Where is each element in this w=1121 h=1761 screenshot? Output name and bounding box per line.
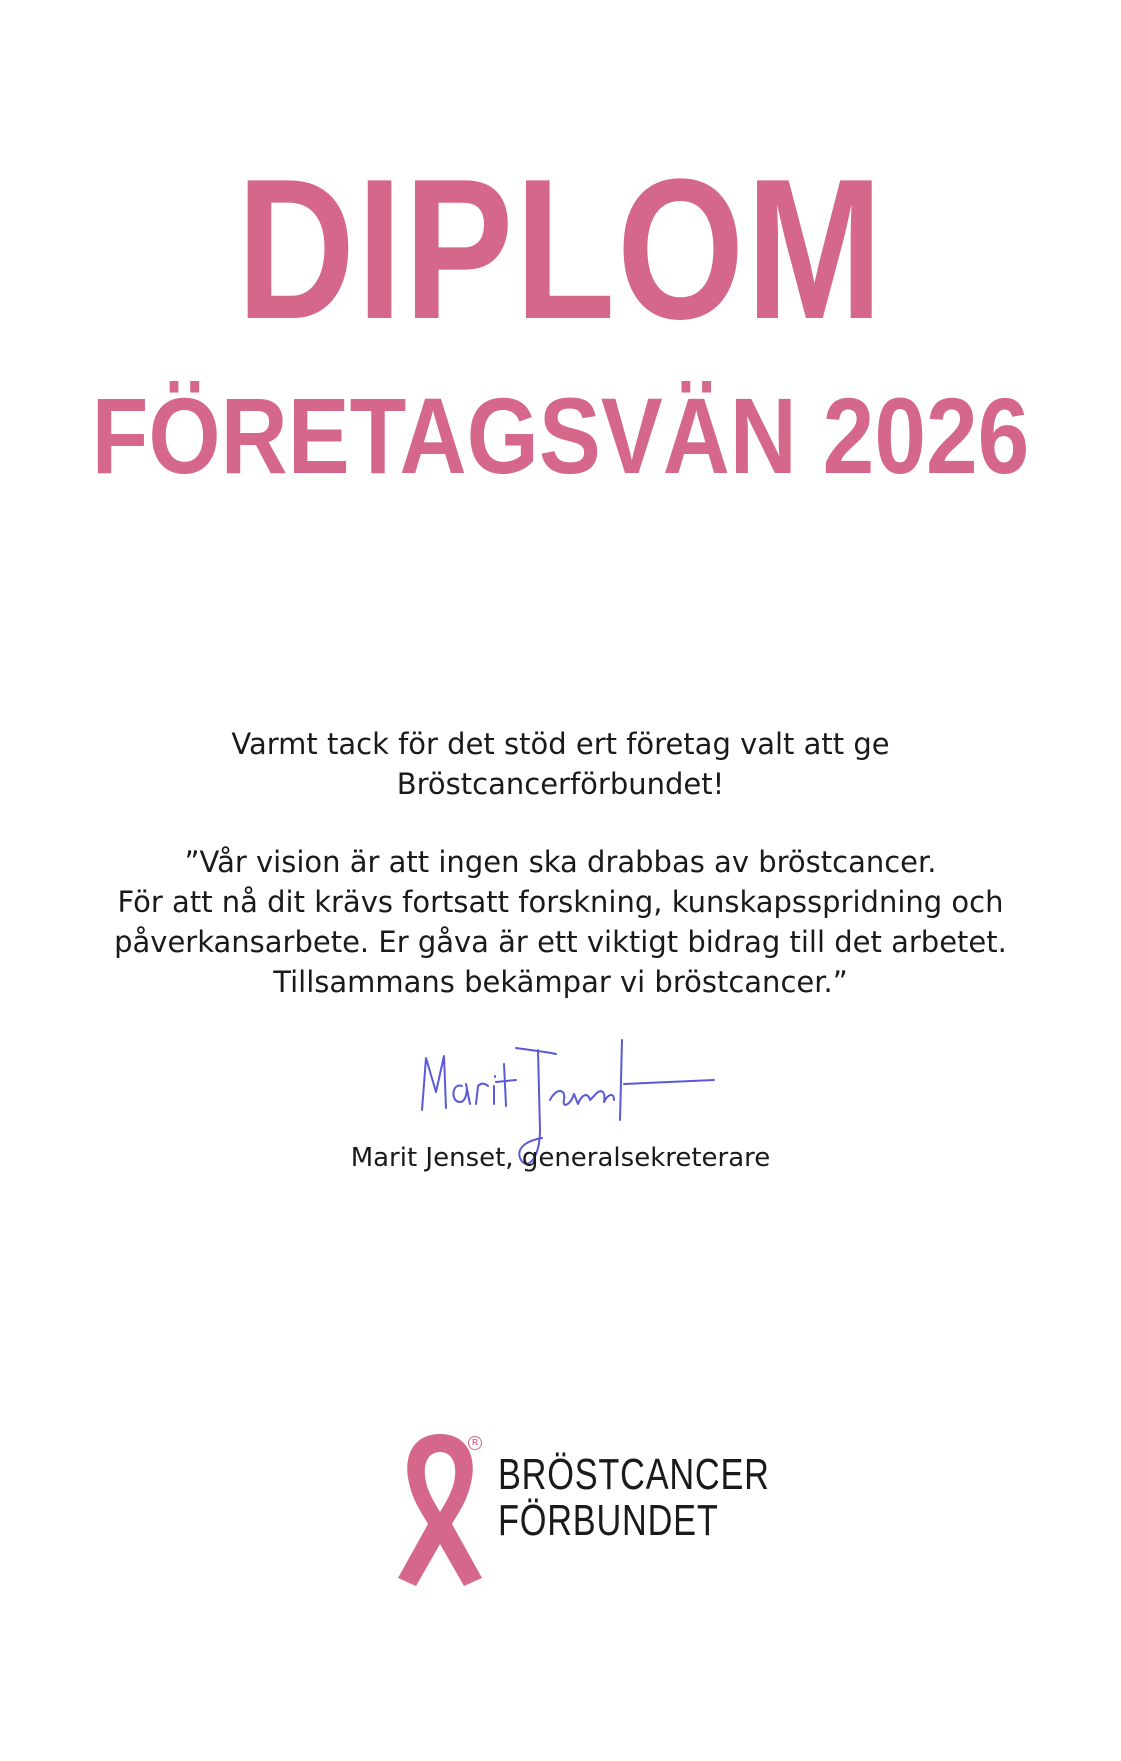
vision-quote bbox=[0, 842, 1121, 1002]
thanks-line: Varmt tack för det stöd ert företag valt att ge bbox=[231, 727, 890, 761]
diploma-title: DIPLOM bbox=[236, 138, 885, 361]
registered-mark: R bbox=[468, 1436, 482, 1450]
quote-line: För att nå dit krävs fortsatt forskning, kunskapsspridning och bbox=[117, 885, 1004, 919]
logo-wordmark bbox=[498, 1452, 770, 1544]
pink-ribbon-icon bbox=[390, 1430, 490, 1590]
logo-line: FÖRBUNDET bbox=[498, 1496, 719, 1545]
logo-line: BRÖSTCANCER bbox=[498, 1450, 770, 1499]
quote-line: påverkansarbete. Er gåva är ett viktigt bidrag till det arbetet. bbox=[114, 925, 1007, 959]
quote-line: Tillsammans bekämpar vi bröstcancer.” bbox=[273, 965, 848, 999]
quote-line: ”Vår vision är att ingen ska drabbas av bröstcancer. bbox=[184, 845, 937, 879]
thanks-paragraph bbox=[0, 724, 1121, 804]
organization-logo bbox=[380, 1430, 770, 1590]
thanks-line: Bröstcancerförbundet! bbox=[396, 767, 725, 801]
signer-name: Marit Jenset, generalsekreterare bbox=[350, 1143, 771, 1173]
diploma-subtitle: FÖRETAGSVÄN 2026 bbox=[91, 375, 1030, 496]
